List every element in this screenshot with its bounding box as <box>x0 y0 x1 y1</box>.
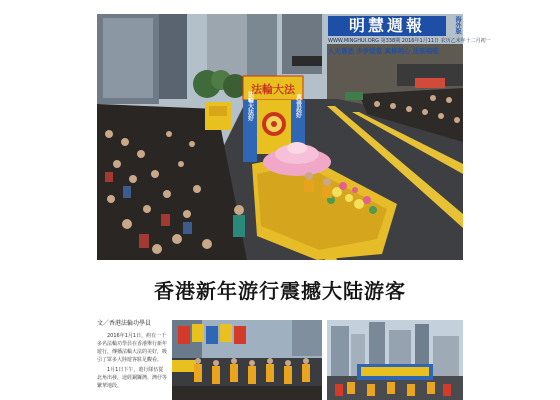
article-paragraph: 2016年1月1日，約有一千多名法輪功學員在香港舉行新年遊行，傳播法輪大法的美好，吸引了眾多大陸遊客駐足觀看。 <box>97 333 168 363</box>
issue-info: WWW.MINGHUI.ORG 第338期 2016年1月11日 农历乙未年十二月初一 <box>328 38 491 44</box>
byline: 文／香港法輪功學員 <box>97 320 152 327</box>
article-paragraph: 1月1日下午，遊行隊伍從北角出發，途經銅鑼灣、灣仔等繁華地段。 <box>97 367 168 389</box>
newspaper-title: 明慧週報 <box>328 16 446 36</box>
article-column <box>97 320 167 400</box>
photo-dancers <box>172 320 322 400</box>
parade-side-left-text: 法輪大法好 <box>246 91 254 121</box>
masthead <box>326 14 491 76</box>
dancers-illustration <box>172 320 322 400</box>
parade-banner-text: 法輪大法 <box>251 83 295 96</box>
photo-city-parade <box>327 320 463 400</box>
edition-label: 海外版 <box>454 16 461 34</box>
masthead-slogan: 人无善恶 步步返家 真修明心 法到福临 <box>328 47 439 55</box>
headline: 香港新年游行震撼大陆游客 <box>154 279 406 303</box>
city-parade-illustration <box>327 320 463 400</box>
parade-side-right-text: 真善忍好 <box>294 94 302 118</box>
